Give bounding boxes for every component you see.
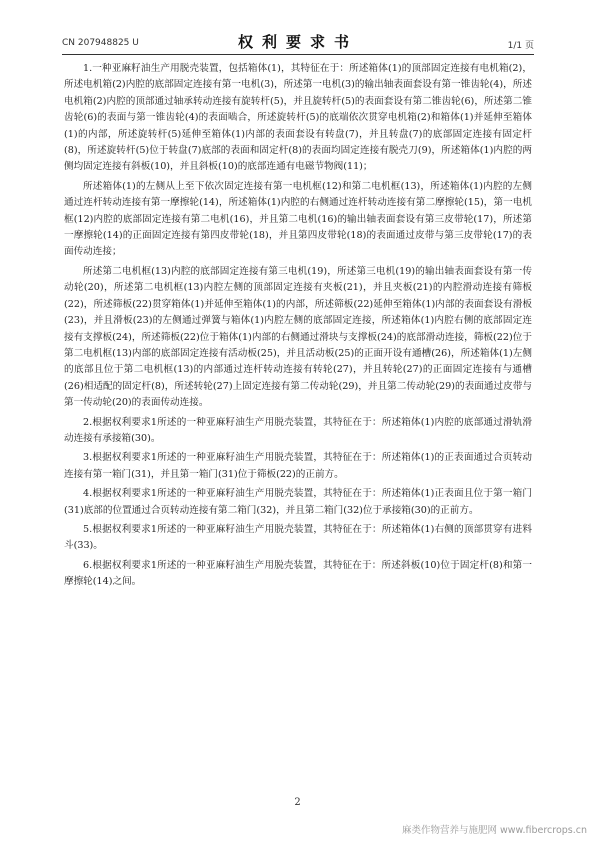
claim-4: 4.根据权利要求1所述的一种亚麻籽油生产用脱壳装置，其特征在于：所述箱体(1)正表面且位于第一箱门(31)底部的位置通过合页转动连接有第二箱门(32)，并且第二箱门(32)位于承接箱(30)的正前方。	[64, 488, 532, 516]
claims-body	[64, 61, 532, 594]
page-number: 2	[294, 797, 301, 808]
claim-1-paragraph-1: 1.一种亚麻籽油生产用脱壳装置，包括箱体(1)，其特征在于：所述箱体(1)的顶部固定连接有电机箱(2)，所述电机箱(2)内腔的底部固定连接有第一电机(3)，所述第一电机(3)的输出轴表面套设有第一锥齿轮(4)，所述电机箱(2)内腔的顶部通过轴承转动连接有旋转杆(5)，并且旋转杆(5)的表面套设有第二锥齿轮(6)，所述第二锥齿轮(6)的表面与第一锥齿轮(4)的表面啮合，所述旋转杆(5)的底端依次贯穿电机箱(2)和箱体(1)并延伸至箱体(1)的内部，所述旋转杆(5)延伸至箱体(1)内部的表面套设有转盘(7)，并且转盘(7)的底部固定连接有固定杆(8)，所述旋转杆(5)位于转盘(7)底部的表面和固定杆(8)的表面均固定连接有脱壳刀(9)，所述箱体(1)内腔的两侧均固定连接有斜板(10)，并且斜板(10)的底部连通有电磁节物阀(11)；	[64, 63, 532, 173]
patent-number: CN 207948825 U	[62, 38, 139, 48]
claim-1-paragraph-2: 所述箱体(1)的左侧从上至下依次固定连接有第一电机框(12)和第二电机框(13)，所述箱体(1)内腔的左侧通过连杆转动连接有第一摩擦轮(14)，所述箱体(1)内腔的右侧通过连杆转动连接有第二摩擦轮(15)，第一电机框(12)内腔的底部固定连接有第二电机(16)，并且第二电机(16)的输出轴表面套设有第三皮带轮(17)，所述第一摩擦轮(14)的正面固定连接有第四皮带轮(18)，并且第四皮带轮(18)的表面通过皮带与第三皮带轮(17)的表面传动连接；	[64, 180, 532, 258]
site-watermark: 麻类作物营养与施肥网 www.fibercrops.cn	[401, 825, 587, 836]
claim-3: 3.根据权利要求1所述的一种亚麻籽油生产用脱壳装置，其特征在于：所述箱体(1)的正表面通过合页转动连接有第一箱门(31)，并且第一箱门(31)位于筛板(22)的正前方。	[64, 452, 532, 480]
page-indicator: 1/1 页	[507, 41, 534, 51]
claim-2: 2.根据权利要求1所述的一种亚麻籽油生产用脱壳装置，其特征在于：所述箱体(1)内腔的底部通过滑轨滑动连接有承接箱(30)。	[64, 416, 532, 444]
page-header	[62, 30, 534, 52]
claim-5: 5.根据权利要求1所述的一种亚麻籽油生产用脱壳装置，其特征在于：所述箱体(1)右侧的顶部贯穿有进料斗(33)。	[64, 523, 532, 552]
header-divider	[62, 54, 534, 55]
document-title: 权利要求书	[237, 33, 358, 51]
claim-1-paragraph-3: 所述第二电机框(13)内腔的底部固定连接有第三电机(19)，所述第三电机(19)的输出轴表面套设有第一传动轮(20)，所述第二电机框(13)内腔左侧的顶部固定连接有夹板(21)，并且夹板(21)的内腔滑动连接有筛板(22)，所述筛板(22)贯穿箱体(1)并延伸至箱体(1)的内部，所述筛板(22)延伸至箱体(1)内部的表面套设有滑板(23)，并且滑板(23)的左侧通过弹簧与箱体(1)内腔左侧的底部固定连接，所述箱体(1)内腔右侧的底部固定连接有支撑板(24)，所述筛板(22)位于箱体(1)内部的右侧通过滑块与支撑板(24)的底部滑动连接，筛板(22)位于第二电机框(13)内部的底部固定连接有活动板(25)，并且活动板(25)的正面开设有通槽(26)，所述箱体(1)左侧的底部且位于第二电机框(13)的内部通过连杆转动连接有转轮(27)，并且转轮(27)的正面固定连接有与通槽(26)相适配的固定杆(8)，所述转轮(27)上固定连接有第二传动轮(29)，并且第二传动轮(29)的表面通过皮带与第一传动轮(20)的表面传动连接。	[64, 265, 532, 409]
claim-6: 6.根据权利要求1所述的一种亚麻籽油生产用脱壳装置，其特征在于：所述斜板(10)位于固定杆(8)和第一摩擦轮(14)之间。	[64, 559, 532, 588]
